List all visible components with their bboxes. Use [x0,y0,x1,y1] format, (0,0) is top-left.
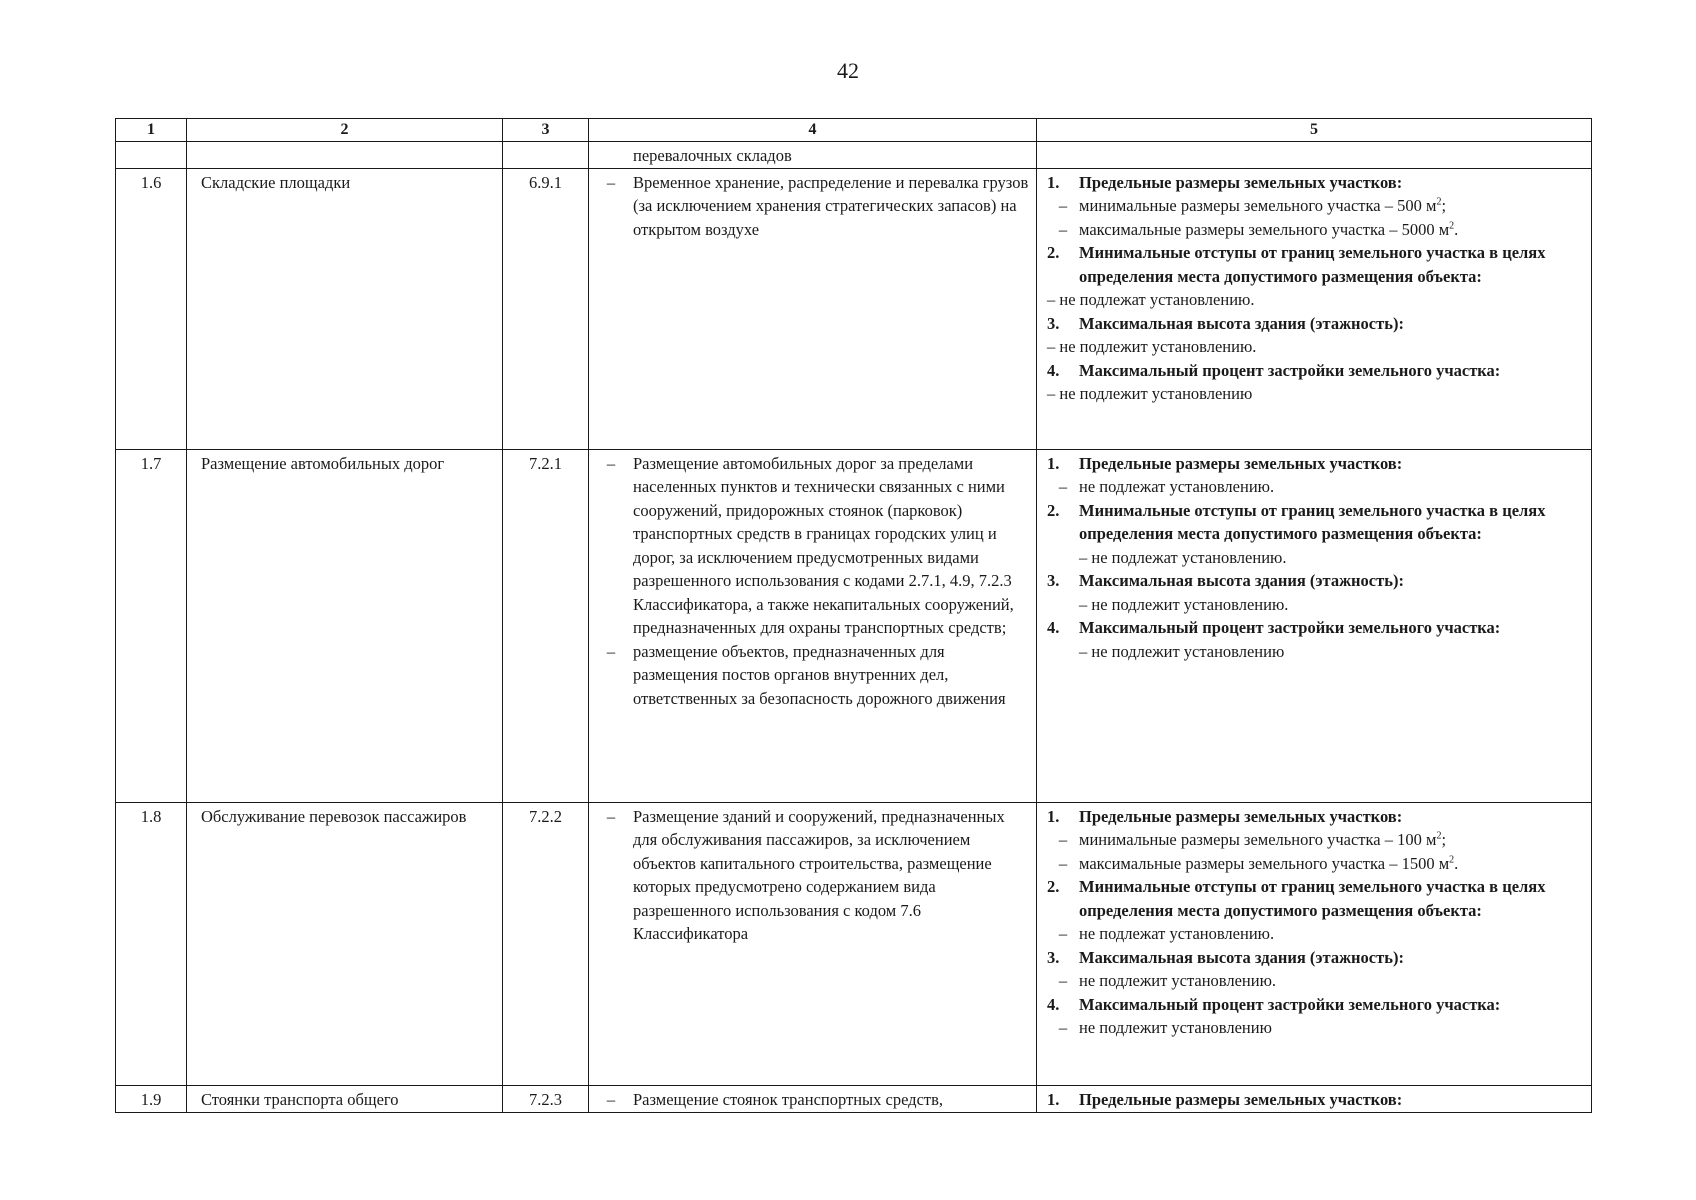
param-value: – максимальные размеры земельного участка – 5000 $м^2$. [1058,219,1459,239]
use-code: 7.2.2 [503,802,589,1085]
cell-description [589,802,1037,1085]
param-heading: 2. Минимальные отступы от границ земельного участка в целях определения места допустимого размещения объекта: [1047,877,1546,920]
cell-parameters [1037,449,1592,802]
param-value: – не подлежит установлению. [1058,971,1277,990]
cell-empty [1037,142,1592,169]
description-item: – размещение объектов, предназначенных для размещения постов органов внутренних дел, ответственных за безопасность дорожного движения [606,641,1006,708]
cell-parameters [1037,1085,1592,1112]
param-heading: 3. Максимальная высота здания (этажность): [1047,571,1404,590]
row-number: 1.8 [116,802,187,1085]
row-number: 1.7 [116,449,187,802]
header-col-5: 5 [1037,119,1592,142]
use-code: 7.2.3 [503,1085,589,1112]
use-name: Обслуживание перевозок пассажиров [187,802,503,1085]
param-value: – минимальные размеры земельного участка – 100 $м^2$; [1058,830,1447,849]
cell-parameters [1037,168,1592,449]
table-row-continuation [116,142,1592,169]
param-heading: 1. Предельные размеры земельных участков: [1047,453,1403,473]
cell-parameters [1037,802,1592,1085]
param-heading: 1. Предельные размеры земельных участков: [1047,172,1403,192]
description-item: – Размещение зданий и сооружений, предназначенных для обслуживания пассажиров, за исключением объектов капитального строительства, размещение которых предусмотрено содержанием вида разрешенного использования с кодом 7.6 Классификатора [606,806,1005,943]
cell-description [589,449,1037,802]
table-row [116,449,1592,802]
param-heading: 2. Минимальные отступы от границ земельного участка в целях определения места допустимого размещения объекта: [1047,500,1546,543]
use-name: Стоянки транспорта общего [187,1085,503,1112]
header-col-1: 1 [116,119,187,142]
param-value: – максимальные размеры земельного участка – 1500 $м^2$. [1058,853,1459,873]
description-item: – Временное хранение, распределение и перевалка грузов (за исключением хранения стратегических запасов) на открытом воздухе [606,172,1029,239]
param-value: – не подлежат установлению. [1058,924,1275,943]
description-item: – Размещение автомобильных дорог за пределами населенных пунктов и технически связанных с ними сооружений, придорожных стоянок (парковок) транспортных средств в границах городских улиц и дорог, за исключением предусмотренных видами разрешенного использования с кодами 2.7.1, 4.9, 7.2.3 Классификатора, а также некапитальных сооружений, предназначенных для охраны транспортных средств; [606,453,1014,637]
param-value: – минимальные размеры земельного участка – 500 $м^2$; [1058,196,1447,215]
table-row [116,802,1592,1085]
param-value: – не подлежат установлению. [1079,547,1287,567]
row-number: 1.9 [116,1085,187,1112]
header-col-3: 3 [503,119,589,142]
cell-description [589,168,1037,449]
param-heading: 3. Максимальная высота здания (этажность): [1047,947,1404,967]
use-code: 7.2.1 [503,449,589,802]
param-value: – не подлежит установлению. [1047,337,1257,356]
param-value: – не подлежит установлению [1047,384,1253,403]
param-value: – не подлежат установлению. [1058,477,1275,496]
table-row [116,1085,1592,1112]
param-heading: 3. Максимальная высота здания (этажность): [1047,313,1404,333]
param-heading: 4. Максимальный процент застройки земельного участка: [1047,360,1501,380]
row-number: 1.6 [116,168,187,449]
param-heading: 4. Максимальный процент застройки земельного участка: [1047,994,1501,1014]
use-name: Складские площадки [187,168,503,449]
table-row [116,168,1592,449]
param-value: – не подлежит установлению. [1079,594,1289,614]
use-code: 6.9.1 [503,168,589,449]
header-col-4: 4 [589,119,1037,142]
param-heading: 1. Предельные размеры земельных участков: [1047,806,1403,826]
cell-empty [116,142,187,169]
header-col-2: 2 [187,119,503,142]
use-name: Размещение автомобильных дорог [187,449,503,802]
param-heading: 1. Предельные размеры земельных участков: [1047,1089,1403,1109]
param-value: – не подлежат установлению. [1047,290,1255,309]
table-header-row [116,119,1592,142]
cell-empty [503,142,589,169]
description-item: – Размещение стоянок транспортных средств, [606,1089,944,1109]
param-value: – не подлежит установлению [1058,1018,1272,1037]
zoning-table [115,118,1592,1113]
param-heading: 2. Минимальные отступы от границ земельного участка в целях определения места допустимого размещения объекта: [1047,243,1546,286]
param-value: – не подлежит установлению [1079,641,1285,661]
page-number: 42 [837,58,859,83]
description-fragment: перевалочных складов [633,146,792,165]
cell-description [589,1085,1037,1112]
cell-empty [187,142,503,169]
cell-description [589,142,1037,169]
param-heading: 4. Максимальный процент застройки земельного участка: [1047,618,1501,637]
